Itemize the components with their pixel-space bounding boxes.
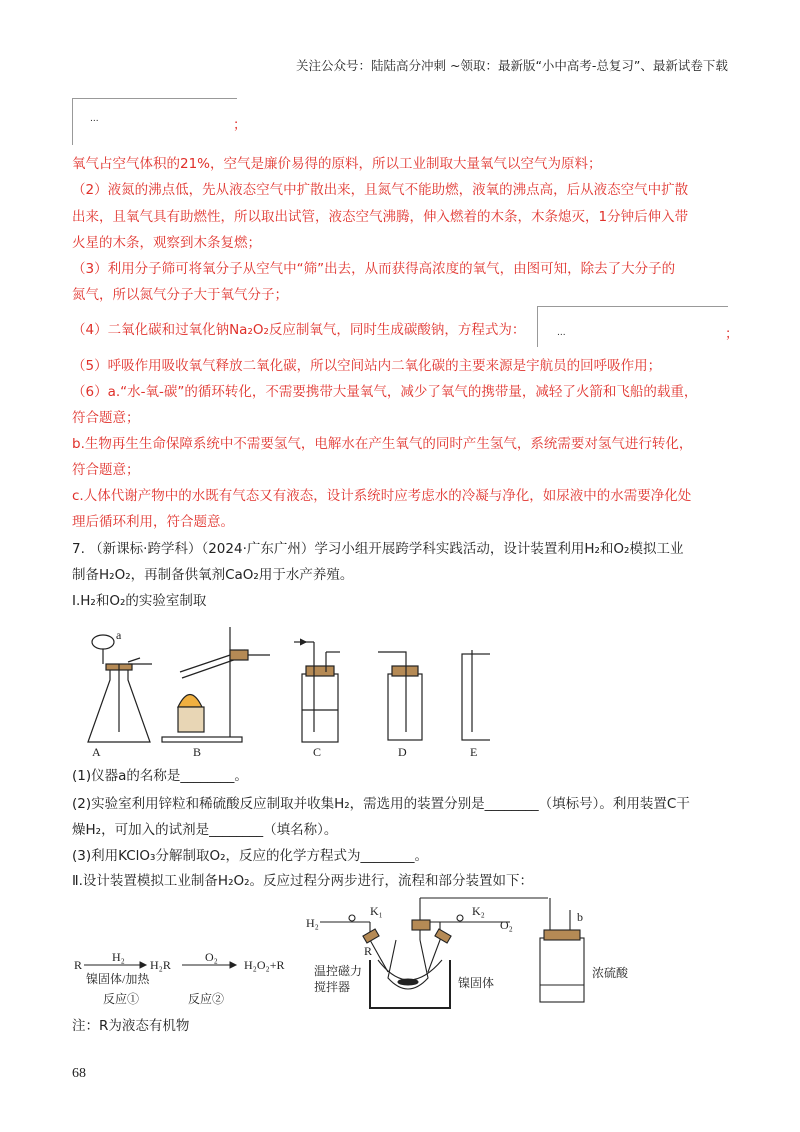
flow-cond1: 镍固体/加热 [86,972,150,986]
answer-box-2 [537,306,728,347]
app-b: b [577,910,583,924]
flow-h2: H₂ [112,950,125,964]
answer-line-10: 符合题意； [72,410,140,426]
q7-part2-heading: Ⅱ.设计装置模拟工业制备H₂O₂。反应过程分两步进行，流程和部分装置如下： [72,873,534,889]
q7-sub-1: (1)仪器a的名称是________。 [72,768,248,784]
label-C: C [313,745,322,759]
app-o2: O₂ [500,918,513,932]
answer-line-3: 出来，且氧气具有助燃性，所以取出试管，液态空气沸腾，伸入燃着的木条，木条熄灭，1分钟后伸入带 [72,209,689,225]
note: 注：R为液态有机物 [72,1018,190,1034]
answer-line-7: （4）二氧化碳和过氧化钠Na₂O₂反应制氧气，同时生成碳酸钠，方程式为： [72,322,526,338]
answer-line-11: b.生物再生生命保障系统中不需要氢气，电解水在产生氧气的同时产生氢气，系统需要对氢气进行转化， [72,436,693,452]
page-number: 68 [72,1066,86,1081]
apparatus-figure [70,622,490,762]
q7-sub-2: (2)实验室利用锌粒和稀硫酸反应制取并收集H₂，需选用的装置分别是________（填标号）。利用装置C干 [72,796,690,812]
answer-line-1: 氧气占空气体积的21%，空气是廉价易得的原料，所以工业制取大量氧气以空气为原料； [72,156,602,172]
answer-line-5: （3）利用分子筛可将氧分子从空气中“筛”出去，从而获得高浓度的氧气，由图可知，除去了大分子的 [72,261,676,277]
app-nickel: 镍固体 [458,976,495,990]
label-a: a [116,628,122,642]
flow-r: R [74,958,83,972]
answer-line-12: 符合题意； [72,462,140,478]
answer-line-13: c.人体代谢产物中的水既有气态又有液态，设计系统时应考虑水的冷凝与净化，如尿液中的水需要净化处 [72,488,692,504]
answer-line-8: （5）呼吸作用吸收氧气释放二氧化碳，所以空间站内二氧化碳的主要来源是宇航员的回呼吸作用； [72,358,662,374]
box1-ellipsis: ... [90,114,99,124]
flow-product: H₂O₂+R [244,958,285,972]
box1-colon: ； [233,117,247,133]
app-acid: 浓硫酸 [592,966,629,980]
q7-title-line-2: 制备H₂O₂，再制备供氧剂CaO₂用于水产养殖。 [72,567,354,583]
app-stirrer-2: 搅拌器 [314,980,351,994]
label-A: A [92,745,101,759]
flow-h2r: H₂R [150,958,171,972]
q7-sub-2b: 燥H₂，可加入的试剂是________（填名称）。 [72,822,338,838]
flow-reaction-2: 反应② [188,992,225,1006]
app-h2: H₂ [306,916,319,930]
app-k1: K₁ [370,904,383,918]
label-B: B [193,745,202,759]
answer-line-9: （6）a.“水-氧-碳”的循环转化，不需要携带大量氧气，减少了氧气的携带量，减轻了火箭和飞船的载重， [72,384,698,400]
flow-reaction-1: 反应① [103,992,140,1006]
answer-line-6: 氮气，所以氮气分子大于氧气分子； [72,287,288,303]
label-E: E [470,745,478,759]
page-header: 关注公众号：陆陆高分冲刺 ~领取：最新版“小中高考-总复习”、最新试卷下载 [296,58,728,73]
box2-colon: ； [725,326,739,342]
q7-part1-heading: I.H₂和O₂的实验室制取 [72,593,207,609]
answer-line-4: 火星的木条，观察到木条复燃； [72,235,261,251]
reaction-apparatus [300,890,640,1015]
app-stirrer-1: 温控磁力 [314,964,363,978]
app-r: R [364,944,373,958]
q7-title-line-1: 7. （新课标·跨学科）（2024·广东广州）学习小组开展跨学科实践活动，设计装置利用H₂和O₂模拟工业 [72,541,684,557]
app-k2: K₂ [472,904,485,918]
label-D: D [398,745,407,759]
box2-ellipsis: ... [557,328,566,338]
answer-line-14: 理后循环利用，符合题意。 [72,514,234,530]
flow-o2: O₂ [205,950,218,964]
answer-line-2: （2）液氮的沸点低，先从液态空气中扩散出来，且氮气不能助燃，液氧的沸点高，后从液态空气中扩散 [72,182,689,198]
q7-sub-3: (3)利用KClO₃分解制取O₂，反应的化学方程式为________。 [72,848,428,864]
